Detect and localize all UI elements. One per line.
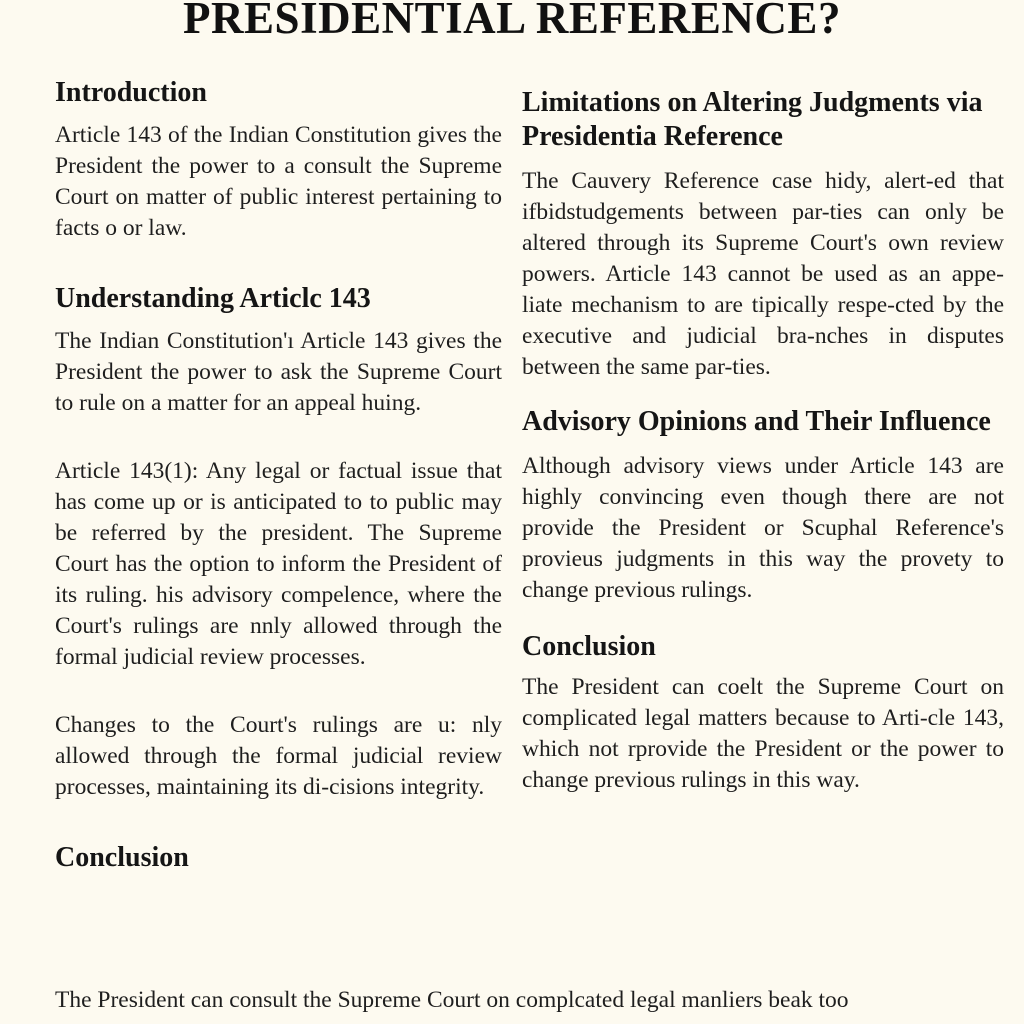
understanding-article-heading: Understanding Articlc 143	[55, 283, 371, 314]
conclusion-paragraph-footer: The President can consult the Supreme Court on complcated legal manliers beak too	[55, 987, 849, 1013]
page-title: PRESIDENTIAL REFERENCE?	[183, 0, 841, 43]
article-143-1-paragraph: Article 143(1): Any legal or factual issue that has come up or is anticipated to to public may be referred by the president. The Supreme Court has the option to inform the President of its ruling. his advisory compelence, where the Court's rulings are nnly allowed through the formal judicial review processes.	[55, 458, 502, 670]
limitations-paragraph: The Cauvery Reference case hidy, alert-ed that ifbidstudgements between par-ties can only be altered through its Supreme Court's own review powers. Article 143 cannot be used as an appe-liate mechanism to are tipically respe-cted by the executive and judicial bra-nches in disputes between the same par-ties.	[522, 168, 1004, 380]
right-conclusion-heading: Conclusion	[522, 631, 656, 662]
limitations-heading: Limitations on Altering Judgments via Presidentia Reference	[522, 87, 983, 152]
right-column	[522, 86, 1004, 796]
left-conclusion-heading: Conclusion	[55, 842, 189, 873]
introduction-heading: Introduction	[55, 77, 207, 108]
changes-paragraph: Changes to the Court's rulings are u: nly allowed through the formal judicial review processes, maintaining its di-cisions integrity.	[55, 712, 502, 800]
advisory-opinions-paragraph: Although advisory views under Article 143 are highly convincing even though there are not provide the President or Scuphal Reference's provieus judgments in this way the provety to change previous rulings.	[522, 453, 1004, 603]
understanding-article-paragraph: The Indian Constitution'ı Article 143 gives the President the power to ask the Supreme Court to rule on a matter for an appeal huing.	[55, 328, 502, 416]
introduction-paragraph: Article 143 of the Indian Constitution gives the President the power to a consult the Supreme Court on matter of public interest pertaining to facts o or law.	[55, 122, 502, 241]
right-conclusion-paragraph: The President can coelt the Supreme Court on complicated legal matters because to Arti-cle 143, which not rprovide the President or the power to change previous rulings in this way.	[522, 674, 1004, 793]
left-column	[55, 76, 502, 875]
advisory-opinions-heading: Advisory Opinions and Their Influence	[522, 406, 991, 437]
